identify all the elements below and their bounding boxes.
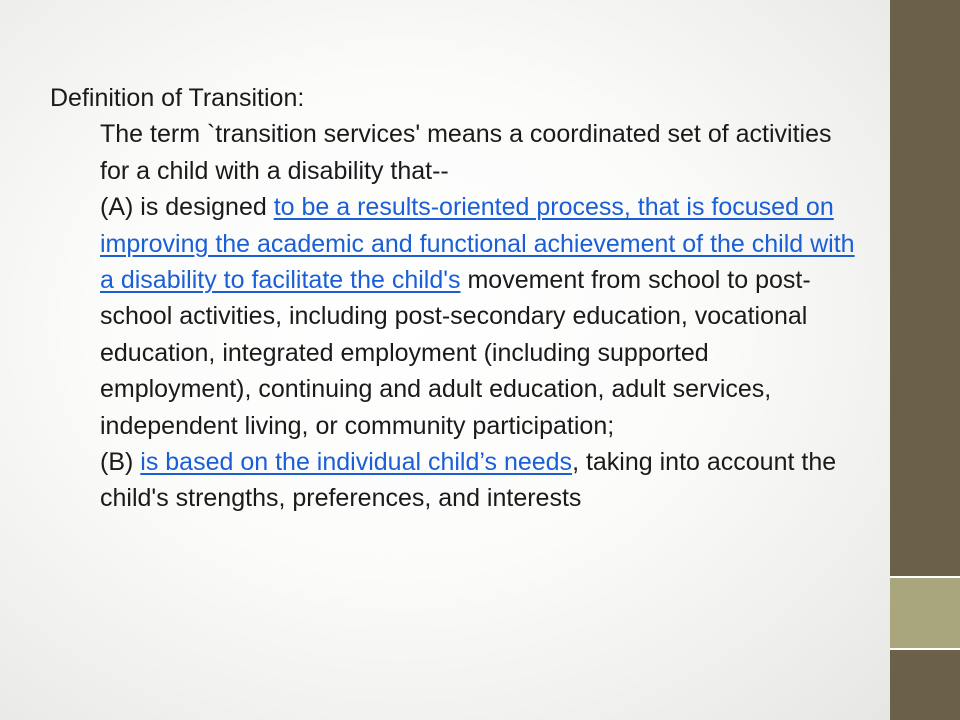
item-a-suffix: movement from school to post-school activities, including post-secondary education, vocational education, integrated employment (including supported employment), continuing and adult education, adult services, independent living, or community participation; (100, 266, 811, 440)
item-a (100, 189, 860, 444)
item-b (100, 444, 860, 517)
item-b-link[interactable]: is based on the individual child’s needs (140, 448, 573, 477)
item-a-prefix: (A) is designed (100, 193, 274, 222)
slide-heading: Definition of Transition: (50, 84, 305, 112)
slide-content (50, 80, 860, 517)
definition-body (100, 116, 860, 516)
sidebar-accent-middle (890, 578, 960, 648)
sidebar-accent-bottom (890, 650, 960, 720)
definition-intro: The term `transition services' means a coordinated set of activities for a child with a disability that-- (100, 120, 832, 185)
sidebar-accent-top (890, 0, 960, 576)
item-b-suffix: , taking into account the child's strengths, preferences, and interests (100, 448, 837, 513)
item-b-prefix: (B) (100, 448, 141, 477)
item-a-link[interactable]: to be a results-oriented process, that is focused on improving the academic and functional achievement of the child with a disability to facilitate the child's (100, 193, 855, 295)
